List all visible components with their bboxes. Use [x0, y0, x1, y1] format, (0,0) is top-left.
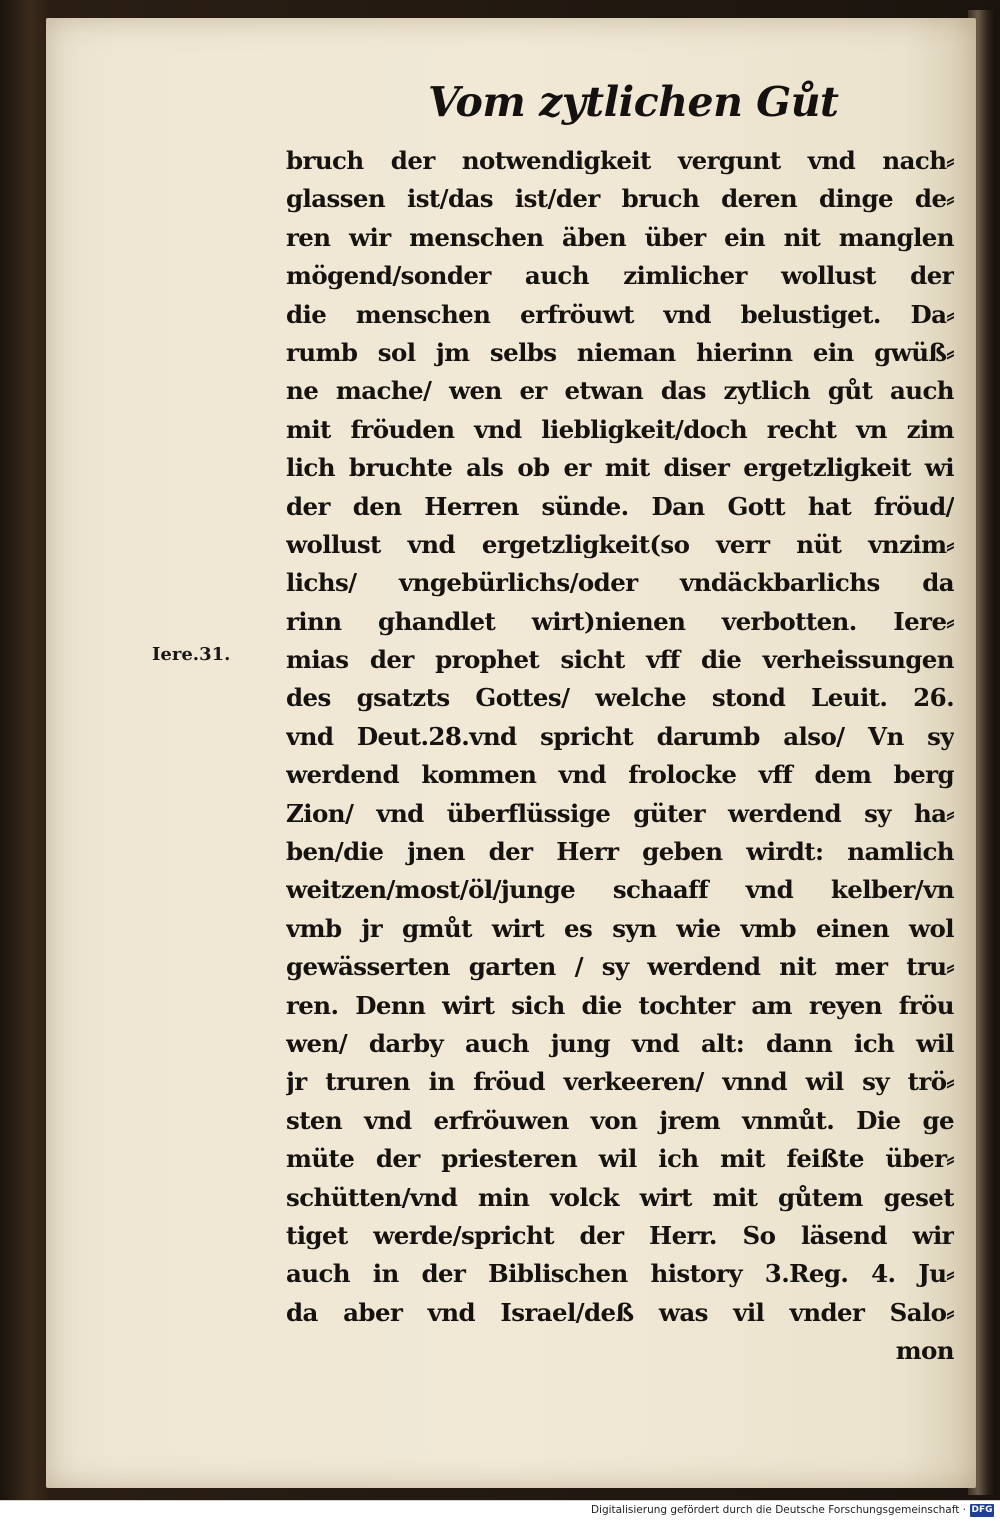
text-line: des gsatzts Gottes/ welche stond Leuit. 26.: [286, 683, 954, 713]
text-line: die menschen erfröuwt vnd belustiget. Da⸗: [286, 299, 954, 329]
text-line: glassen ist/das ist/der bruch deren dinge de⸗: [286, 184, 954, 214]
text-line: müte der priesteren wil ich mit feißte über⸗: [286, 1144, 954, 1174]
text-line: vnd Deut.28.vnd spricht darumb also/ Vn sy: [286, 721, 954, 751]
text-line: weitzen/most/öl/junge schaaff vnd kelber/vn: [286, 875, 954, 905]
text-line: schütten/vnd min volck wirt mit gůtem geset: [286, 1182, 954, 1212]
text-line: tiget werde/spricht der Herr. So läsend wir: [286, 1220, 954, 1250]
text-line: mias der prophet sicht vff die verheissungen: [286, 645, 954, 675]
text-line: der den Herren sünde. Dan Gott hat fröud/: [286, 491, 954, 521]
text-line: lichs/ vngebürlichs/oder vndäckbarlichs da: [286, 568, 954, 598]
text-line: gewässerten garten / sy werdend nit mer tru⸗: [286, 952, 954, 982]
text-line: rinn ghandlet wirt)nienen verbotten. Iere⸗: [286, 606, 954, 636]
text-line: rumb sol jm selbs nieman hierinn ein gwüß⸗: [286, 337, 954, 367]
text-line: wen/ darby auch jung vnd alt: dann ich wil: [286, 1028, 954, 1058]
text-line: vmb jr gmůt wirt es syn wie vmb einen wol: [286, 913, 954, 943]
text-line: Zion/ vnd überflüssige güter werdend sy ha⸗: [286, 798, 954, 828]
text-line: bruch der notwendigkeit vergunt vnd nach⸗: [286, 146, 954, 175]
text-line: auch in der Biblischen history 3.Reg. 4. Ju⸗: [286, 1259, 954, 1289]
text-line: ren. Denn wirt sich die tochter am reyen fröu: [286, 990, 954, 1020]
text-line: ne mache/ wen er etwan das zytlich gůt auch: [286, 376, 954, 406]
footer-credit: Digitalisierung gefördert durch die Deutsche Forschungsgemeinschaft ·: [590, 1504, 966, 1516]
text-line: lich bruchte als ob er mit diser ergetzligkeit wi: [286, 453, 954, 483]
text-line: jr truren in fröud verkeeren/ vnnd wil sy trö⸗: [286, 1067, 954, 1097]
text-line: wollust vnd ergetzligkeit(so verr nüt vnzim⸗: [286, 529, 954, 559]
margin-note: Iere.31.: [152, 644, 231, 665]
dfg-logo: DFG: [971, 1505, 993, 1515]
running-heading: Vom zytlichen Gůt: [428, 78, 839, 126]
text-line: mögend/sonder auch zimlicher wollust der: [286, 261, 954, 291]
text-line: sten vnd erfröuwen von jrem vnmůt. Die ge: [286, 1105, 954, 1135]
text-line: mon: [895, 1336, 954, 1366]
text-line: ren wir menschen äben über ein nit manglen: [286, 222, 954, 252]
text-line: werdend kommen vnd frolocke vff dem berg: [286, 760, 954, 790]
footer-bar: [0, 1500, 1000, 1521]
body-text: [286, 142, 954, 1371]
text-line: ben/die jnen der Herr geben wirdt: namlich: [286, 837, 954, 867]
text-line: da aber vnd Israel/deß was vil vnder Salo⸗: [286, 1297, 954, 1327]
text-line: mit fröuden vnd liebligkeit/doch recht vn zim: [286, 414, 954, 444]
